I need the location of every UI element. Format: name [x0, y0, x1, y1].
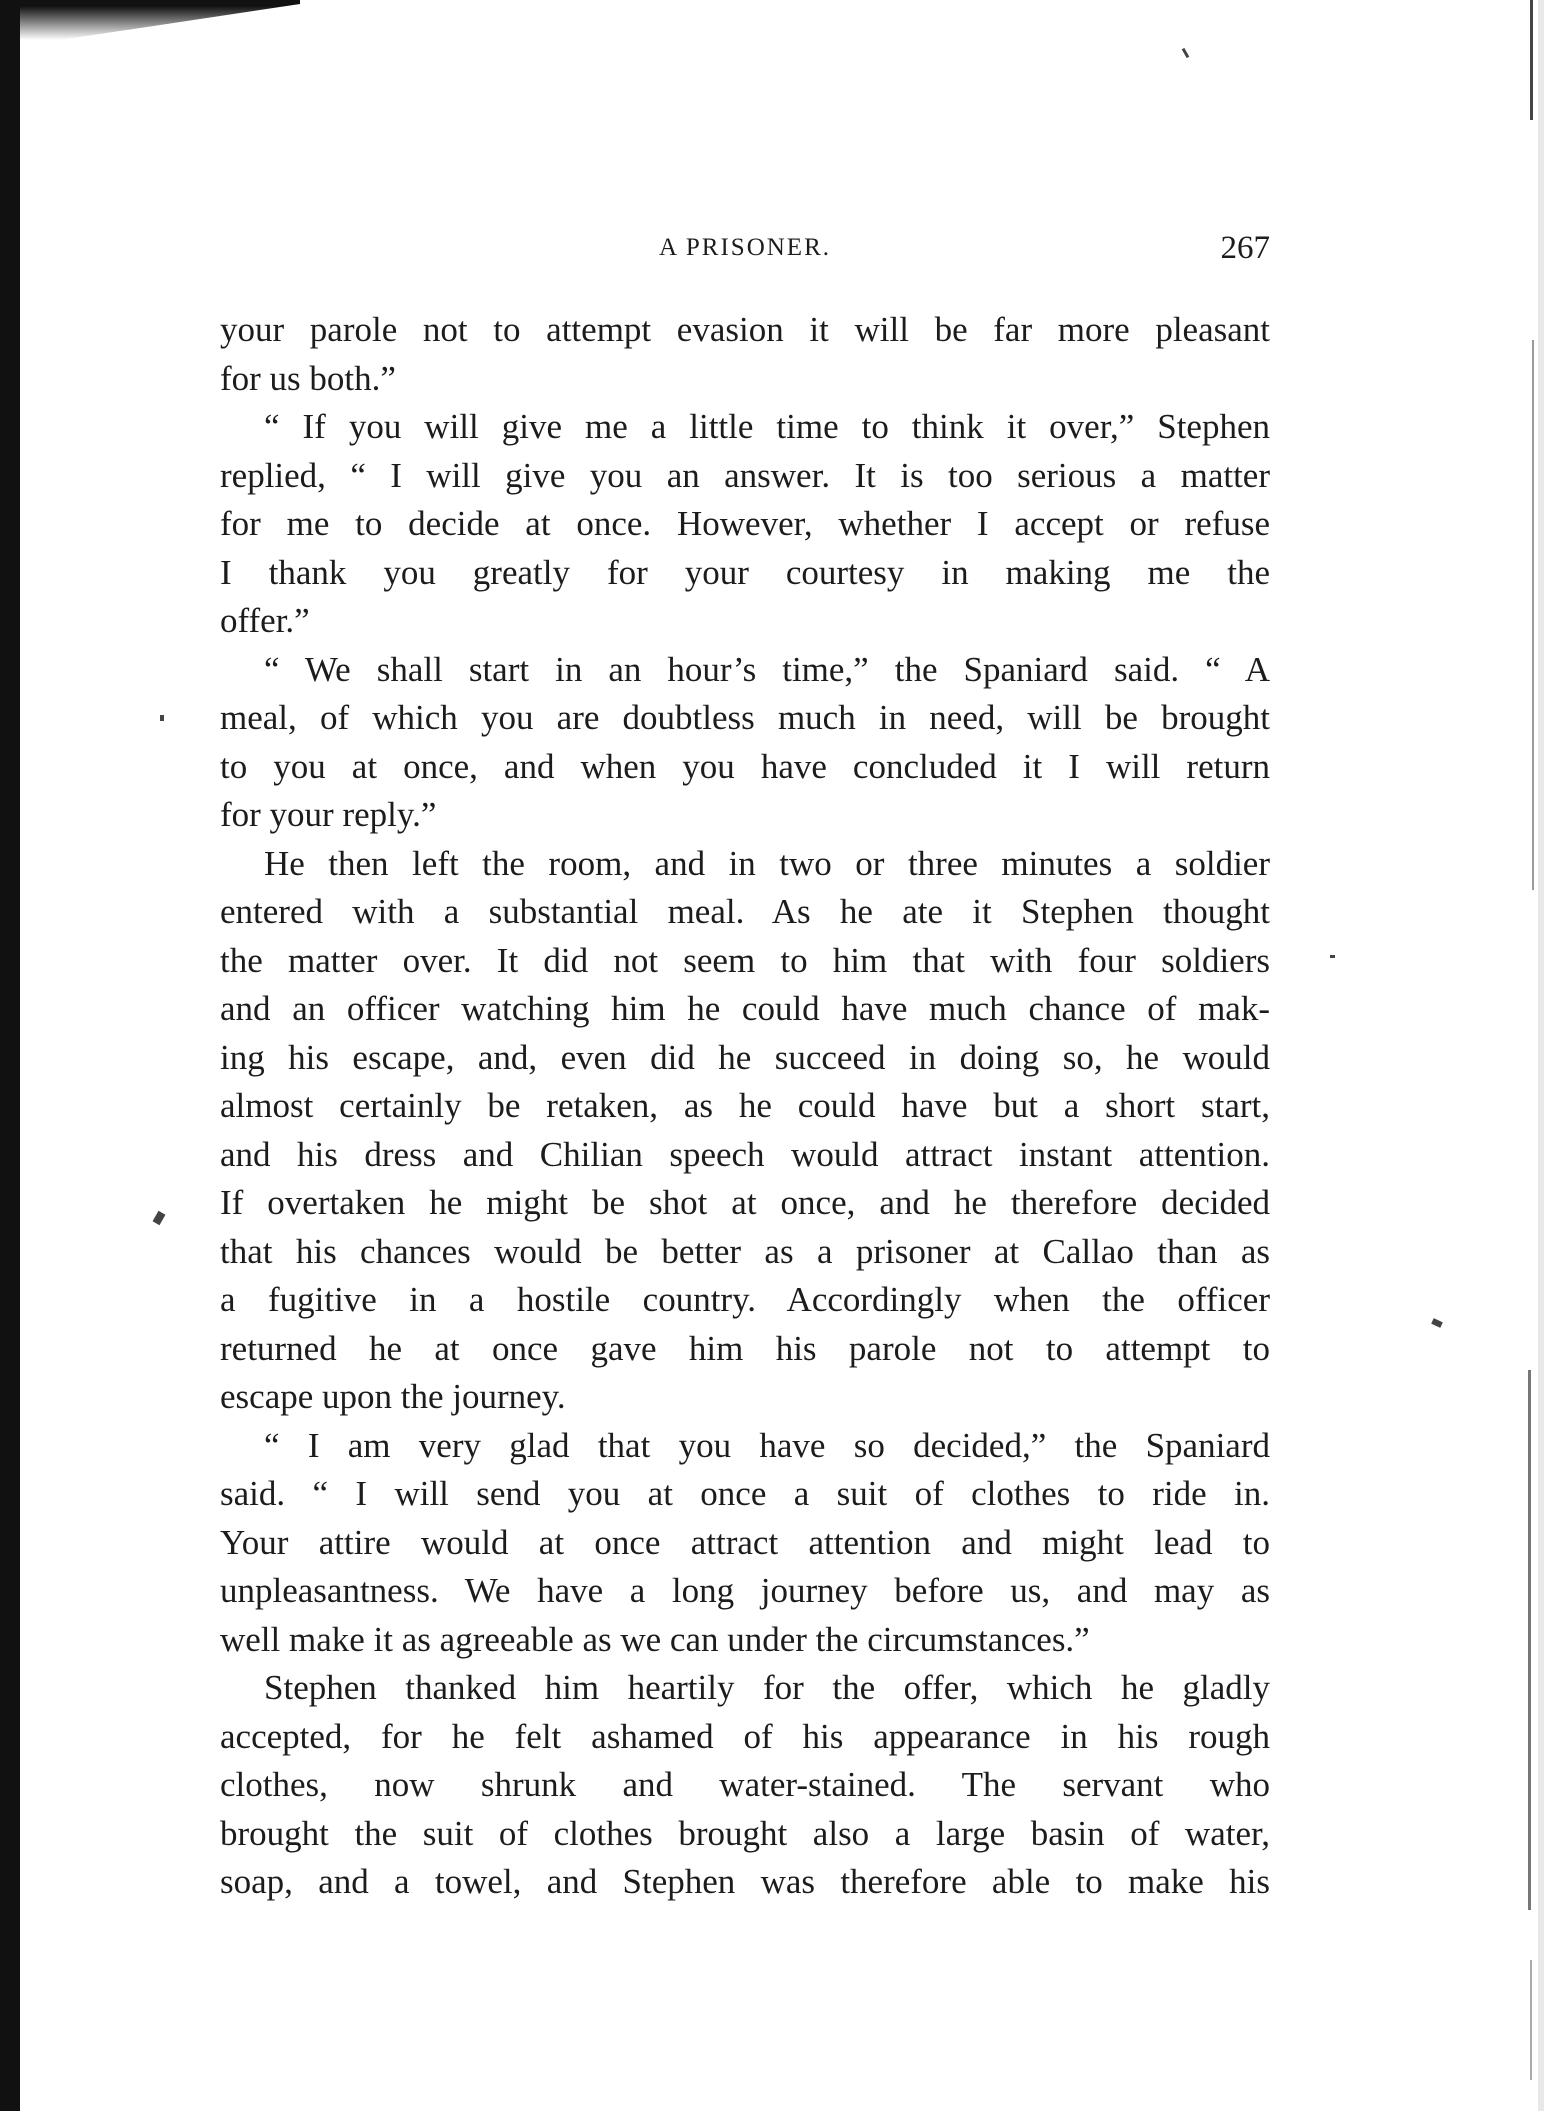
scan-edge-left	[0, 0, 20, 2111]
margin-stroke	[1530, 1960, 1532, 2080]
text-line: said. “ I will send you at once a suit of clothes to ride in.	[220, 1474, 1270, 1513]
text-line: and his dress and Chilian speech would attract instant attention.	[220, 1134, 1270, 1174]
page-number: 267	[1220, 230, 1270, 266]
text-line: “ I am very glad that you have so decided,” the Spaniard	[264, 1425, 1270, 1465]
text-line: He then left the room, and in two or three minutes a soldier	[264, 843, 1270, 883]
text-line: “ If you will give me a little time to think it over,” Stephen	[264, 407, 1270, 446]
margin-stroke	[1530, 0, 1533, 120]
text-line: the matter over. It did not seem to him that with four soldiers	[220, 940, 1270, 980]
scan-edge-right	[1538, 0, 1544, 2111]
text-line: well make it as agreeable as we can under the circumstances.”	[220, 1619, 1090, 1659]
margin-stroke	[1532, 340, 1534, 890]
margin-speck	[1182, 48, 1190, 58]
text-line: a fugitive in a hostile country. Accordingly when the officer	[220, 1280, 1270, 1319]
text-line: Your attire would at once attract attention and might lead to	[220, 1522, 1270, 1562]
body-text	[220, 306, 1270, 1907]
text-line: almost certainly be retaken, as he could have but a short start,	[220, 1086, 1270, 1125]
text-line: offer.”	[220, 601, 310, 640]
text-line: I thank you greatly for your courtesy in making me the	[220, 552, 1270, 592]
text-line: replied, “ I will give you an answer. It is too serious a matter	[220, 455, 1270, 495]
text-line: unpleasantness. We have a long journey before us, and may as	[220, 1571, 1270, 1610]
text-line: brought the suit of clothes brought also a large basin of water,	[220, 1813, 1270, 1853]
scan-edge-top	[0, 0, 300, 40]
text-line: returned he at once gave him his parole not to attempt to	[220, 1328, 1270, 1368]
text-line: clothes, now shrunk and water-stained. The servant who	[220, 1765, 1270, 1804]
margin-stroke	[1528, 1370, 1531, 1910]
text-line: your parole not to attempt evasion it will be far more pleasant	[220, 310, 1270, 349]
text-line: that his chances would be better as a prisoner at Callao than as	[220, 1231, 1270, 1271]
text-line: accepted, for he felt ashamed of his appearance in his rough	[220, 1716, 1270, 1756]
text-line: for me to decide at once. However, whether I accept or refuse	[220, 504, 1270, 543]
text-line: to you at once, and when you have concluded it I will return	[220, 746, 1270, 786]
text-line: “ We shall start in an hour’s time,” the Spaniard said. “ A	[264, 649, 1270, 689]
margin-speck	[160, 715, 164, 721]
running-title: A PRISONER.	[658, 234, 832, 261]
text-line: soap, and a towel, and Stephen was therefore able to make his	[220, 1862, 1270, 1901]
text-line: for your reply.”	[220, 795, 437, 834]
text-line: ing his escape, and, even did he succeed in doing so, he would	[220, 1037, 1270, 1077]
text-line: entered with a substantial meal. As he ate it Stephen thought	[220, 892, 1270, 931]
text-line: and an officer watching him he could have much chance of mak-	[220, 989, 1270, 1028]
margin-speck	[1431, 1318, 1443, 1328]
margin-speck	[153, 1211, 166, 1225]
text-line: meal, of which you are doubtless much in need, will be brought	[220, 698, 1270, 737]
text-line: escape upon the journey.	[220, 1377, 566, 1416]
text-line: Stephen thanked him heartily for the offer, which he gladly	[264, 1668, 1270, 1707]
margin-speck	[1330, 955, 1335, 958]
page-header	[220, 230, 1270, 270]
text-line: for us both.”	[220, 358, 396, 398]
text-line: If overtaken he might be shot at once, and he therefore decided	[220, 1183, 1270, 1222]
